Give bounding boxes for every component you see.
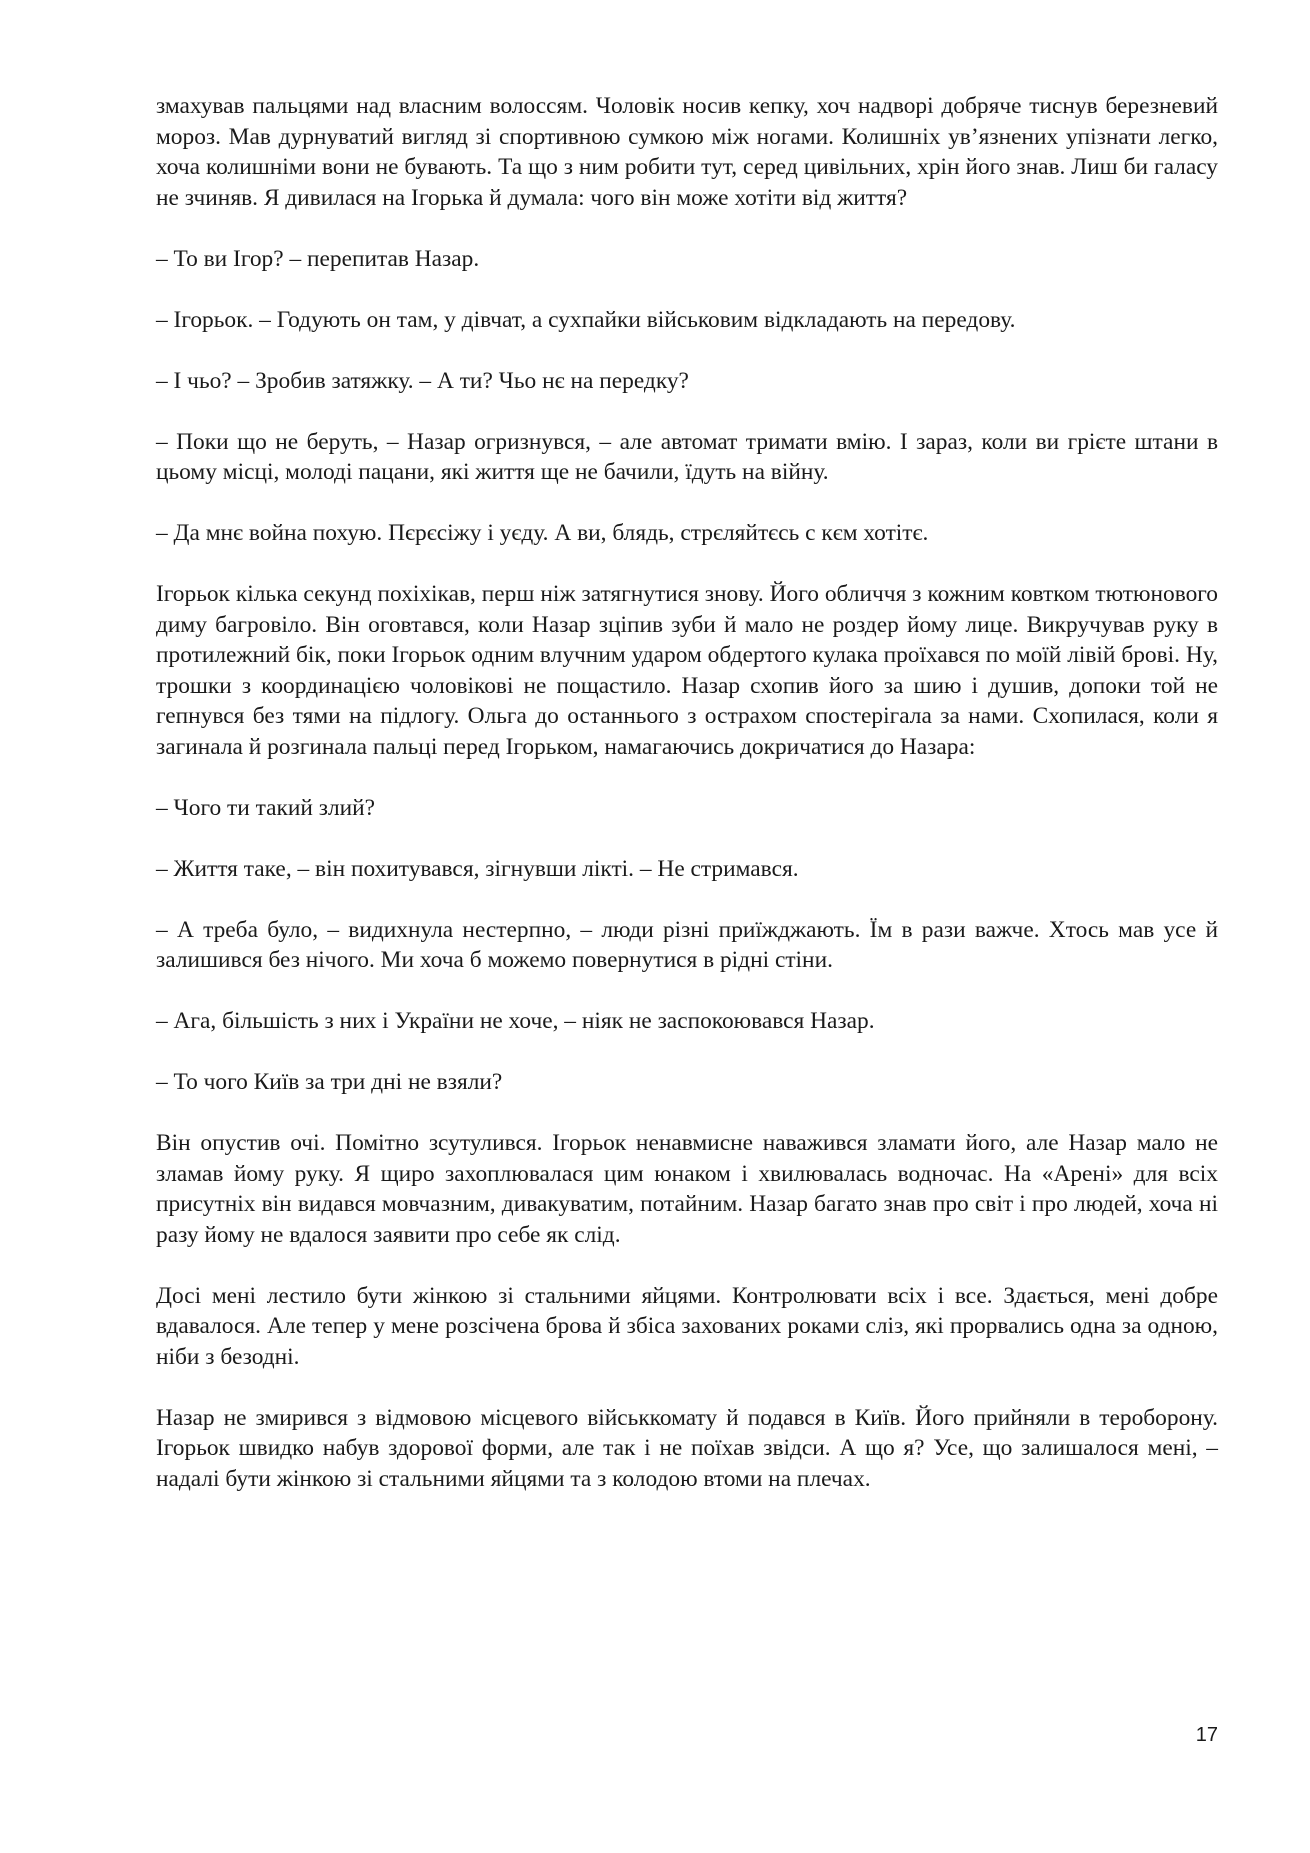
dialogue-line: – Чого ти такий злий?	[156, 794, 376, 821]
dialogue-line: – Життя таке, – він похитувався, зігнувши лікті. – Не стримався.	[156, 855, 799, 882]
page-number: 17	[1195, 1724, 1218, 1746]
dialogue-line: – То чого Київ за три дні не взяли?	[156, 1069, 503, 1095]
dialogue-line: – Да мнє война похую. Пєрєсіжу і уєду. А ви, блядь, стрєляйтєсь с кєм хотітє.	[156, 520, 929, 546]
paragraph-reflection: Досі мені лестило бути жінкою зі стальними яйцями. Контролювати всіх і все. Здається, мені добре вдавалося. Але тепер у мене розсічена брова й збіса захованих роками сліз, які прорвались одна за одною, ніби з безодні.	[156, 1282, 1218, 1370]
paragraph-nazar: Він опустив очі. Помітно зсутулився. Ігорьок ненавмисне наважився зламати його, але Назар мало не зламав йому руку. Я щиро захоплювалася цим юнаком і хвилювалась водночас. На «Арені» для всіх присутніх він видався мовчазним, дивакуватим, потайним. Назар багато знав про світ і про людей, хоча ні разу йому не вдалося заявити про себе як слід.	[156, 1130, 1218, 1248]
dialogue-line: – А треба було, – видихнула нестерпно, – люди різні приїжджають. Їм в рази важче. Хтось мав усе й залишився без нічого. Ми хоча б можемо повернутися в рідні стіни.	[156, 916, 1218, 973]
dialogue-line: – Поки що не беруть, – Назар огризнувся, – але автомат тримати вмію. І зараз, коли ви грієте штани в цьому місці, молоді пацани, які життя ще не бачили, їдуть на війну.	[156, 428, 1218, 485]
dialogue-line: – Ага, більшість з них і України не хоче, – ніяк не заспокоювався Назар.	[156, 1008, 875, 1034]
paragraph-opening: змахував пальцями над власним волоссям. Чоловік носив кепку, хоч надворі добряче тиснув березневий мороз. Мав дурнуватий вигляд зі спортивною сумкою між ногами. Колишніх ув’язнених упізнати легко, хоча колишніми вони не бувають. Та що з ним робити тут, серед цивільних, хрін його знав. Лиш би галасу не зчиняв. Я дивилася на Ігорька й думала: чого він може хотіти від життя?	[156, 93, 1218, 211]
page-body	[156, 91, 1218, 1525]
dialogue-line: – Ігорьок. – Годують он там, у дівчат, а сухпайки військовим відкладають на передову.	[156, 306, 1016, 333]
paragraph-closing: Назар не змирився з відмовою місцевого військкомату й подався в Київ. Його прийняли в тероборону. Ігорьок швидко набув здорової форми, але так і не поїхав звідси. А що я? Усе, що залишалося мені, – надалі бути жінкою зі стальними яйцями та з колодою втоми на плечах.	[156, 1404, 1218, 1492]
paragraph-fight: Ігорьок кілька секунд похіхікав, перш ніж затягнутися знову. Його обличчя з кожним ковтком тютюнового диму багровіло. Він оговтався, коли Назар зціпив зуби й мало не роздер йому лице. Викручував руку в протилежний бік, поки Ігорьок одним влучним ударом обдертого кулака проїхався по моїй лівій брові. Ну, трошки з координацією чоловікові не пощастило. Назар схопив його за шию і душив, допоки той не гепнувся без тями на підлогу. Ольга до останнього з острахом спостерігала за нами. Схопилася, коли я загинала й розгинала пальці перед Ігорьком, намагаючись докричатися до Назара:	[156, 581, 1218, 760]
dialogue-line: – І чьо? – Зробив затяжку. – А ти? Чьо нє на передку?	[156, 367, 689, 394]
dialogue-line: – То ви Ігор? – перепитав Назар.	[156, 245, 480, 272]
